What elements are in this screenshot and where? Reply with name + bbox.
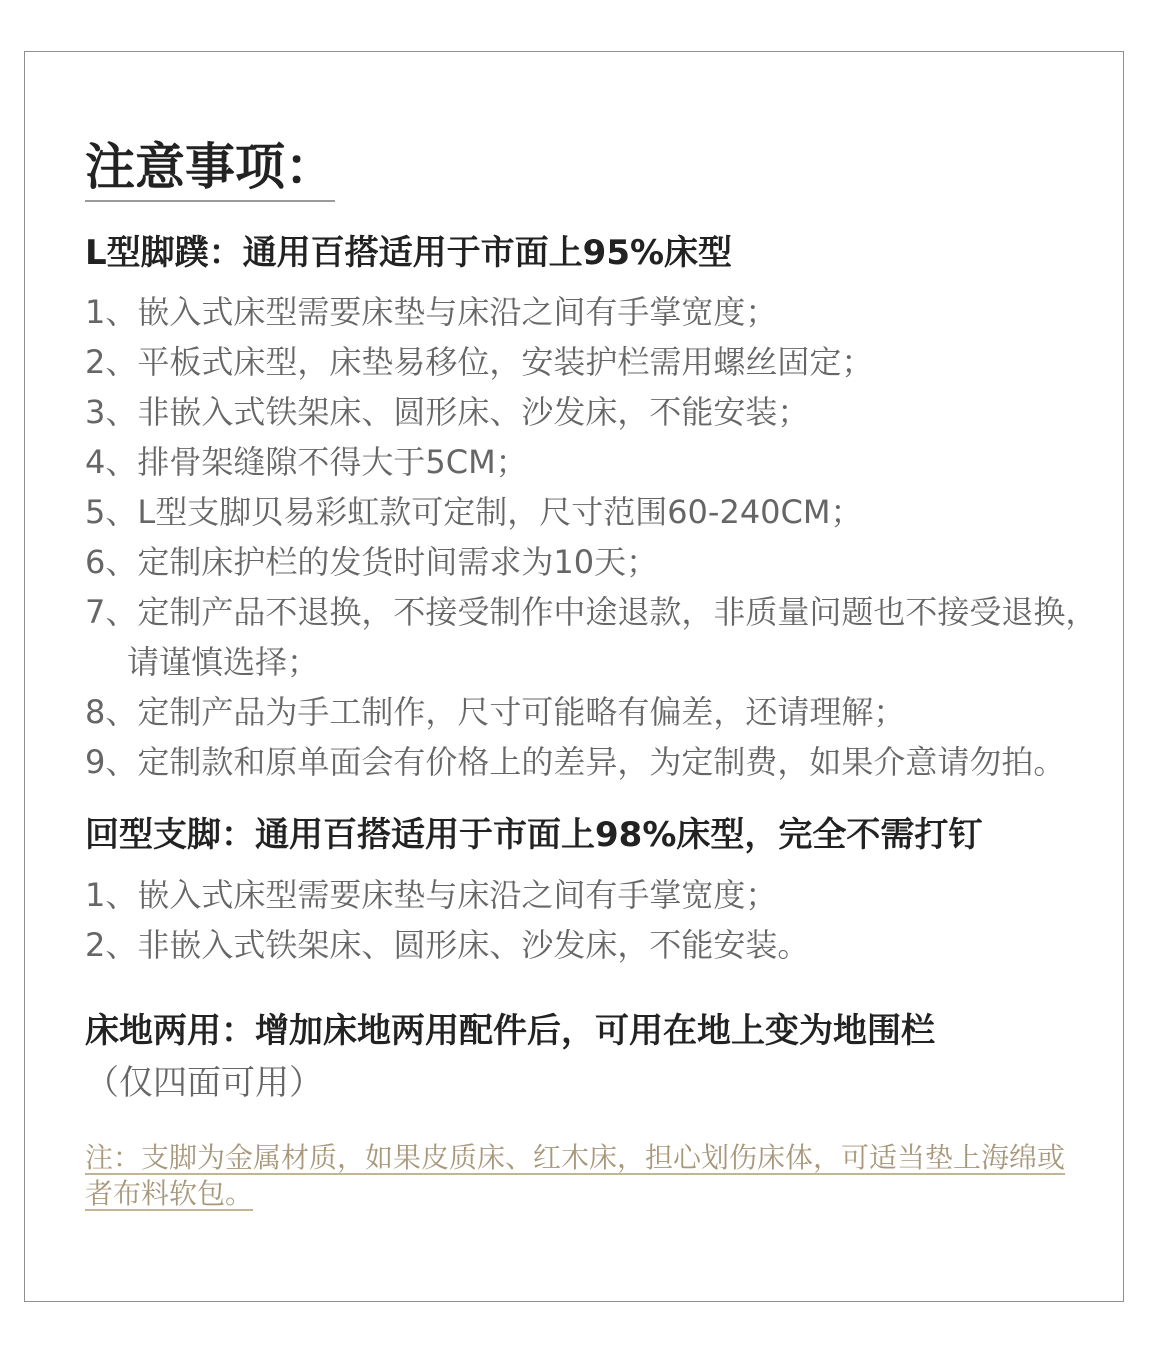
page-title: 注意事项： [85,136,335,202]
list-item: 3、非嵌入式铁架床、圆形床、沙发床，不能安装； [85,393,810,431]
section-heading-bed-floor: 床地两用：增加床地两用配件后，可用在地上变为地围栏 [85,1011,935,1051]
list-item: 7、定制产品不退换，不接受制作中途退款，非质量问题也不接受退换，请谨慎选择； [85,593,1098,681]
material-note: 注：支脚为金属材质，如果皮质床、红木床，担心划伤床体，可适当垫上海绵或者布料软包。 [85,1141,1066,1210]
l-foot-notes-list [85,287,1117,787]
list-item: 4、排骨架缝隙不得大于5CM； [85,443,528,481]
list-item: 2、平板式床型，床垫易移位，安装护栏需用螺丝固定； [85,343,874,381]
list-item: 8、定制产品为手工制作，尺寸可能略有偏差，还请理解； [85,693,906,731]
bed-floor-note: （仅四面可用） [85,1063,323,1103]
list-item: 9、定制款和原单面会有价格上的差异，为定制费，如果介意请勿拍。 [85,743,1066,781]
list-item: 5、L型支脚贝易彩虹款可定制，尺寸范围60-240CM； [85,493,863,531]
list-item: 6、定制床护栏的发货时间需求为10天； [85,543,659,581]
section-heading-l-foot: L型脚蹼：通用百搭适用于市面上95%床型 [85,233,733,273]
list-item: 1、嵌入式床型需要床垫与床沿之间有手掌宽度； [85,293,778,331]
section-heading-loop-foot: 回型支脚：通用百搭适用于市面上98%床型，完全不需打钉 [85,815,983,855]
loop-foot-notes-list [85,870,809,970]
list-item: 1、嵌入式床型需要床垫与床沿之间有手掌宽度； [85,876,778,914]
list-item: 2、非嵌入式铁架床、圆形床、沙发床，不能安装。 [85,926,810,964]
